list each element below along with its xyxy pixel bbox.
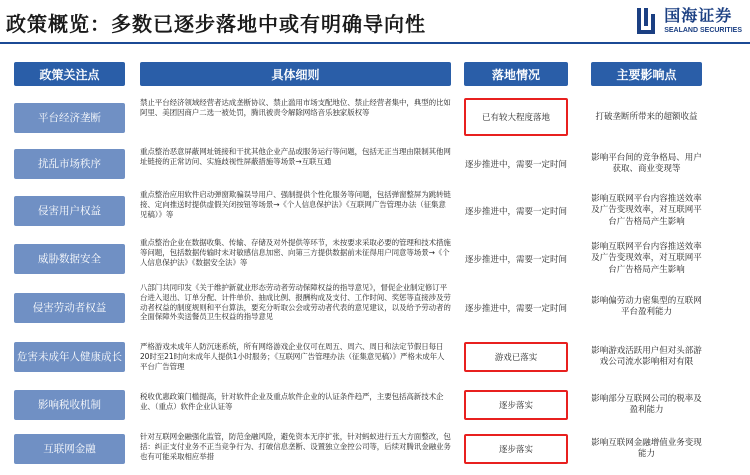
status-cell: 游戏已落实	[464, 342, 568, 372]
impact-cell: 打破垄断所带来的超额收益	[595, 112, 698, 123]
column-header-category: 政策关注点	[14, 62, 125, 86]
status-cell: 逐步落实	[464, 390, 568, 420]
impact-cell: 影响部分互联网公司的税率及盈利能力	[591, 393, 702, 415]
detail-cell: 税收优惠政策门槛提高，针对软件企业及重点软件企业的认证条件趋严，主要包括高新技术企业、（重点）软件企业认证等	[140, 392, 444, 411]
category-cell: 平台经济垄断	[14, 103, 125, 133]
sealand-logo-icon	[636, 6, 658, 36]
status-cell: 逐步落实	[464, 434, 568, 464]
impact-cell: 影响互联网平台内容推送效率及广告变现效率，对互联网平台广告格局产生影响	[591, 241, 702, 275]
impact-cell: 影响互联网平台内容推送效率及广告变现效率，对互联网平台广告格局产生影响	[591, 193, 702, 227]
category-cell: 影响税收机制	[14, 390, 125, 420]
page-title: 政策概览：多数已逐步落地中或有明确导向性	[6, 12, 426, 36]
detail-cell: 禁止平台经济领域经营者达成垄断协议、禁止滥用市场支配地位、禁止经营者集中，典型的比如阿里、美团因商户二选一被处罚，腾讯被责令解除网络音乐独家版权等	[140, 98, 451, 117]
category-cell: 侵害劳动者权益	[14, 293, 125, 323]
impact-cell: 影响互联网金融增值业务变现能力	[591, 437, 702, 459]
status-cell: 逐步推进中，需要一定时间	[464, 255, 567, 265]
status-cell: 逐步推进中，需要一定时间	[464, 207, 567, 217]
column-header-impact: 主要影响点	[591, 62, 702, 86]
category-cell: 扰乱市场秩序	[14, 149, 125, 179]
detail-cell: 重点整治应用软件启动弹窗欺骗误导用户、强制提供个性化服务等问题，包括弹窗整屏为跳转链接、定向推送时提供虚假关闭按钮等场景→《个人信息保护法》《互联网广告管理办法（征集意见稿）》等	[140, 190, 451, 219]
header-divider	[0, 42, 750, 44]
impact-cell: 影响平台间的竞争格局、用户获取、商业变现等	[591, 152, 702, 174]
detail-cell: 重点整治企业在数据收集、传输、存储及对外提供等环节，未按要求采取必要的管理和技术措施等问题，包括数据传输时未对敏感信息加密、向第三方提供数据前未征得用户同意等场景→《个人信息保护法》《数据安全法》等	[140, 238, 451, 267]
impact-cell: 影响游戏活跃用户但对头部游戏公司流水影响相对有限	[591, 345, 702, 367]
logo-english-name: SEALAND SECURITIES	[664, 27, 742, 34]
column-header-status: 落地情况	[464, 62, 568, 86]
status-cell: 逐步推进中，需要一定时间	[464, 304, 567, 314]
category-cell: 互联网金融	[14, 434, 125, 464]
detail-cell: 重点整治恶意屏蔽网址链接和干扰其他企业产品或服务运行等问题，包括无正当理由限制其他网址链接的正常访问、实施歧视性屏蔽措施等场景→互联互通	[140, 147, 451, 166]
category-cell: 威胁数据安全	[14, 244, 125, 274]
status-cell: 已有较大程度落地	[464, 98, 568, 136]
column-header-detail: 具体细则	[140, 62, 451, 86]
category-cell: 危害未成年人健康成长	[14, 342, 125, 372]
detail-cell: 八部门共同印发《关于维护新就业形态劳动者劳动保障权益的指导意见》，督促企业制定修订平台进入退出、订单分配、计件单价、抽成比例、报酬构成及支付、工作时间、奖惩等直接涉及劳动者权益的制度规则和平台算法，要充分听取公会或劳动者代表的意见建议，以及给予劳动者的全面保障外卖送餐员卫生权益的指导意见	[140, 283, 451, 322]
category-cell: 侵害用户权益	[14, 196, 125, 226]
status-cell: 逐步推进中，需要一定时间	[464, 160, 567, 170]
detail-cell: 针对互联网金融强化监管，防范金融风险，避免资本无序扩张，针对蚂蚁进行五大方面整改，包括：纠正支付业务不正当竞争行为、打破信息垄断、设置独立金控公司等，后续对腾讯金融业务也有可能采取相应举措	[140, 432, 451, 461]
impact-cell: 影响偏劳动力密集型的互联网平台盈利能力	[591, 295, 702, 317]
detail-cell: 严格游戏未成年人防沉迷系统，所有网络游戏企业仅可在周五、周六、周日和法定节假日每日20时至21时向未成年人提供1小时服务；《互联网广告管理办法（征集意见稿）》严格未成年人平台广告管理	[140, 342, 445, 371]
logo-chinese-name: 国海证券	[664, 6, 733, 25]
company-logo	[636, 6, 742, 36]
